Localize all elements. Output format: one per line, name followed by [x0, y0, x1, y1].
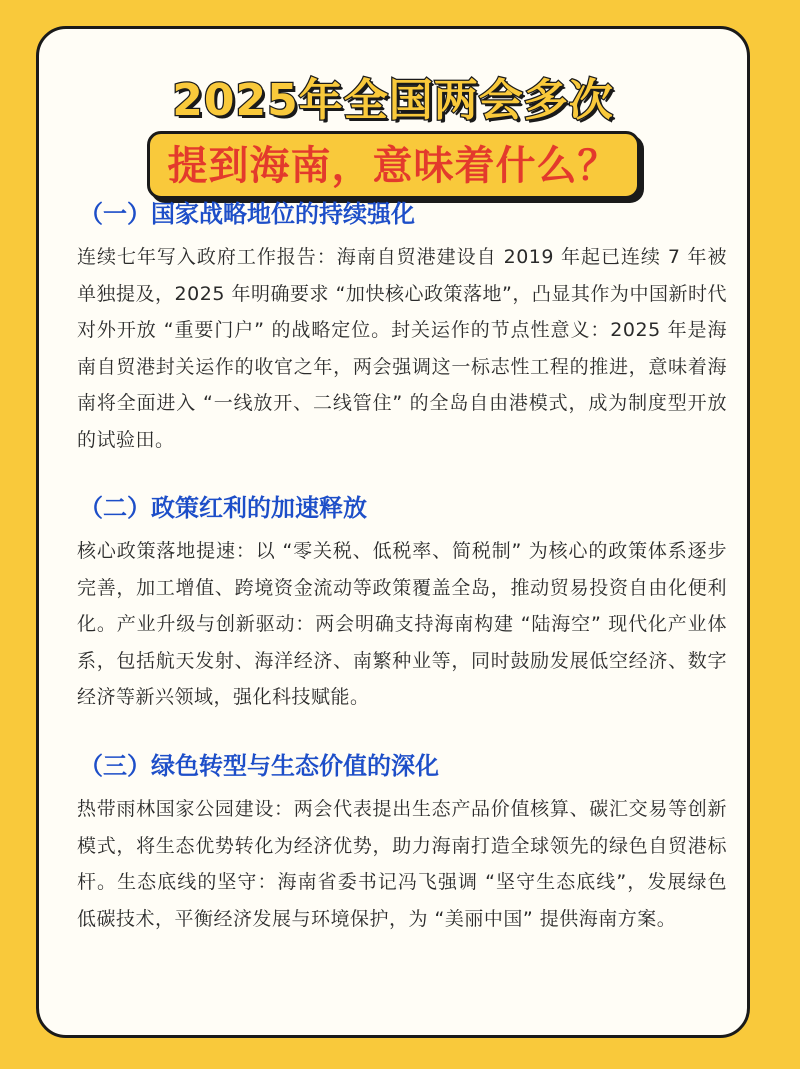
content-card	[36, 26, 750, 1038]
title-line-1: 2025年全国两会多次	[172, 75, 614, 126]
title-line-2: 提到海南，意味着什么？	[147, 131, 640, 199]
section-2	[77, 491, 727, 716]
section-2-heading	[77, 491, 373, 525]
section-3-heading	[77, 749, 445, 783]
section-1-heading-text: （一）国家战略地位的持续强化	[79, 200, 415, 228]
title-line-2-wrap	[39, 131, 747, 199]
section-3-body: 热带雨林国家公园建设：两会代表提出生态产品价值核算、碳汇交易等创新模式，将生态优势转化为经济优势，助力海南打造全球领先的绿色自贸港标杆。生态底线的坚守：海南省委书记冯飞强调 “坚守生态底线”，发展绿色低碳技术，平衡经济发展与环境保护，为 “美丽中国” 提供海南方案。	[77, 798, 727, 930]
section-3	[77, 749, 727, 937]
section-2-body: 核心政策落地提速：以 “零关税、低税率、简税制” 为核心的政策体系逐步完善，加工增值、跨境资金流动等政策覆盖全岛，推动贸易投资自由化便利化。产业升级与创新驱动：两会明确支持海南构建 “陆海空” 现代化产业体系，包括航天发射、海洋经济、南繁种业等，同时鼓励发展低空经济、数字经济等新兴领域，强化科技赋能。	[77, 540, 727, 708]
section-2-heading-text: （二）政策红利的加速释放	[79, 494, 367, 522]
section-1	[77, 197, 727, 458]
section-1-body: 连续七年写入政府工作报告：海南自贸港建设自 2019 年起已连续 7 年被单独提及，2025 年明确要求 “加快核心政策落地”，凸显其作为中国新时代对外开放 “重要门户” 的战略定位。封关运作的节点性意义：2025 年是海南自贸港封关运作的收官之年，两会强调这一标志性工程的推进，意味着海南将全面进入 “一线放开、二线管住” 的全岛自由港模式，成为制度型开放的试验田。	[77, 246, 727, 451]
section-3-heading-text: （三）绿色转型与生态价值的深化	[79, 752, 439, 780]
section-1-heading	[77, 197, 421, 231]
